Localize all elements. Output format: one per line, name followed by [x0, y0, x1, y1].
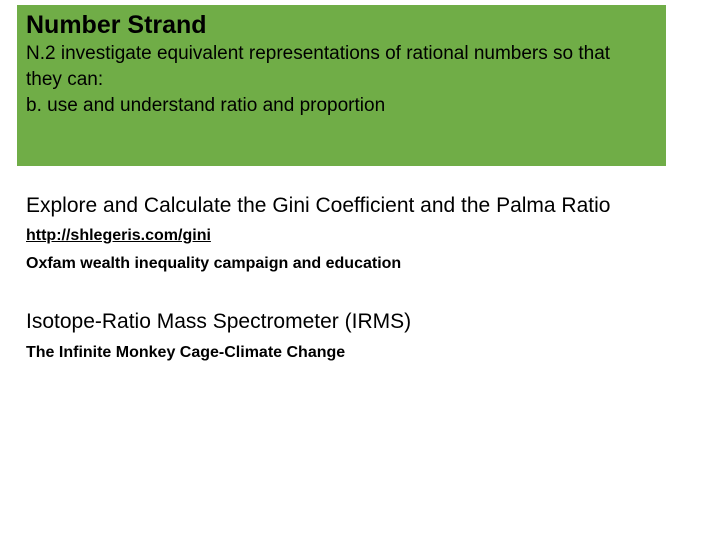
standard-header-box [17, 5, 666, 166]
gini-palma-heading: Explore and Calculate the Gini Coefficient and the Palma Ratio [26, 194, 611, 217]
irms-heading: Isotope-Ratio Mass Spectrometer (IRMS) [26, 310, 412, 333]
standard-description-line-2: they can: [26, 69, 104, 90]
strand-title: Number Strand [26, 11, 207, 39]
infinite-monkey-cage-text: The Infinite Monkey Cage-Climate Change [26, 344, 346, 361]
standard-description-line-1: N.2 investigate equivalent representations of rational numbers so that [26, 43, 611, 64]
oxfam-campaign-text: Oxfam wealth inequality campaign and education [26, 255, 402, 272]
resource-list [26, 193, 686, 363]
gini-link[interactable]: http://shlegeris.com/gini [26, 227, 211, 244]
standard-description-line-3: b. use and understand ratio and proportion [26, 95, 386, 116]
